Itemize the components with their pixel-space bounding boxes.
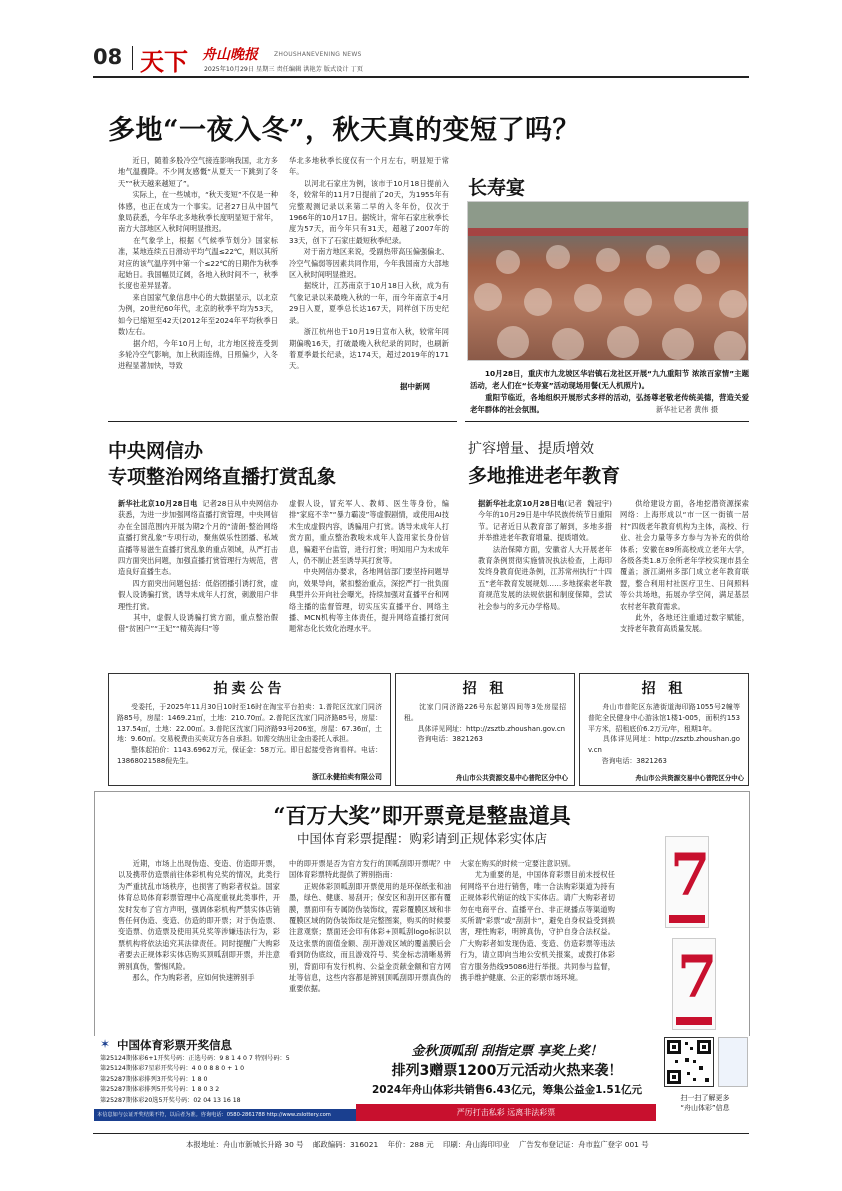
story2-column-2: 虚假人设，冒充军人、教师、医生等身份，编排“家庭不幸”“暴力霸凌”等虚假剧情，或使用AI技术生成虚假内容，诱骗用户打赏。诱导未成年人打赏方面，重点整治教唆未成年人盗用家长身份信息，骗避平台监管，进行打赏；明知用户为未成年人，仍不制止甚至诱导其打赏等。 中央网信办要求，各地网信部门要坚持问题导向，效果导向，紧扣整治重点，深挖严打一批负面典型并公开向社会曝光，持续加强对直播平台和网络主播的监督管理，切实压实直播平台、网络主播、MCN机构等主体责任，提升网络直播打赏问题常态化长效化治理水平。	[289, 499, 449, 634]
story2-column-1-text: 记者28日从中央网信办获悉，为进一步加强网络直播打赏管理，中央网信办在全国范围内开展为期2个月的“清朗·整治网络直播打赏乱象”专项行动，聚焦娱乐性团播、私域直播等易滋生直播打赏乱象的重点领域，从严打击四方面突出问题，加强直播打赏管理行为规范，营造良好直播生态。 四方面突出问题包括：低俗团播引诱打赏，虚假人设诱骗打赏，诱导未成年人打赏，刺激用户非理性打赏。 其中，虚假人设诱骗打赏方面，重点整治假借“贫困户”“王妃”“精英海归”等	[118, 499, 278, 634]
section-rule-right	[465, 421, 749, 422]
footer-info	[186, 1139, 746, 1150]
lottery-mascot-image	[718, 1037, 748, 1087]
story3-column-1	[478, 498, 612, 668]
auction-body: 受委托，于2025年11月30日10时至16时在淘宝平台拍卖：1.普陀区沈家门同济路85号，房屋：1469.21㎡，土地：210.70㎡。2.普陀区沈家门同济路85号，房屋：137.54㎡，土地：22.00㎡。3.普陀区沈家门同济路93号206室，房屋：67.36㎡，土地：9.60㎡。交易税费由买卖双方各自承担。如需交纳出让金由委托人承担。 整体起拍价：1143.6962万元，保证金：58万元。即日起接受咨询看样。电话：13868021588倪先生。	[117, 703, 382, 765]
lottery-result-row: 第25287期体彩排列3开奖号码：1 8 0	[100, 1075, 208, 1083]
lottery-slogan: 金秋顶呱刮 刮指定票 享奖上奖！	[411, 1044, 603, 1059]
lottery-logo-icon: ✶	[100, 1037, 111, 1051]
ticket-digit-1: 7	[670, 841, 711, 909]
lottery-qr-caption	[660, 1093, 750, 1113]
rent1-body: 沈家门同济路226号东起第四间等3处房屋招租。 具体详见网址：http://zsztb.zhoushan.gov.cn 咨询电话：3821263	[404, 703, 566, 744]
lottery-result-row: 第25287期体彩20选5开奖号码：02 04 13 16 18	[100, 1096, 241, 1104]
rent2-signature: 舟山市公共资源交易中心普陀区分中心	[635, 774, 744, 782]
lottery-ticket-sample-2	[672, 938, 716, 1030]
lottery-subhead: 中国体育彩票提醒：购彩请到正规体彩实体店	[296, 831, 547, 846]
lottery-column-1: 近期，市场上出现伪造、变造、仿造即开票，以及携带仿造票前往体彩机构兑奖的情况，此类行为严重扰乱市场秩序，也损害了购彩者权益。国家体育总局体育彩票管理中心高度重视此类事件，开发时发布了官方声明，强调体彩机构严禁实体店销售任何伪造、变造、仿造的即开票；对于伪造票、变造票、仿造票及使用其兑奖等涉嫌违法行为，彩票机构将依法追究其法律责任。同时提醒广大购彩者要去正规体彩实体店购买顶呱刮即开票，并注意辨别真伪，警惕风险。 那么，作为购彩者，应如何快速辨别手	[118, 859, 280, 983]
footer-address: 本报地址：舟山市新城长升路 30 号	[186, 1140, 304, 1149]
banquet-crowd-graphic	[468, 202, 749, 361]
ticket-band-1	[669, 915, 705, 923]
photo-credit: 新华社记者 黄伟 摄	[656, 405, 719, 414]
photo-caption: 10月28日，重庆市九龙坡区华岩镇石龙社区开展“九九重阳节 浓浓百家情”主题活动，老人们在“长寿宴”活动现场用餐(无人机照片)。 重阳节临近，各地组织开展形式多样的活动，弘扬尊老敬老传统美德，营造关爱老年群体的社会氛围。	[470, 369, 749, 414]
footer-postcode: 邮政编码：316021	[312, 1140, 379, 1149]
longevity-banquet-photo	[467, 201, 749, 361]
story2-headline-line1: 中央网信办	[108, 440, 204, 462]
lottery-result-row: 第25287期体彩排列5开奖号码：1 8 0 3 2	[100, 1086, 220, 1094]
lottery-result-row: 第25124期体彩6+1开奖号码：正选号码：9 8 1 4 0 7 特别号码：5	[100, 1055, 290, 1062]
story2-dateline: 新华社北京10月28日电	[118, 499, 198, 508]
auction-title: 拍卖公告	[213, 681, 286, 697]
page-number: 08	[93, 45, 123, 69]
newspaper-brand-en: ZHOUSHANEVENING NEWS	[274, 51, 362, 58]
lottery-column-2: 中的即开票是否为官方发行的顶呱刮即开票呢？中国体育彩票特此提供了辨别指南： 正规体彩顶呱刮即开票使用的是环保纸张和油墨，绿色、健康、易刮开；保安区和刮开区都有覆膜，票面印有专属防伪装饰纹，霓彩覆膜区域和非覆膜区域的防伪装饰纹是完整图案，购买的时候要注意观察；票面还会印有体彩+顶呱刮logo标识以及这张票的面值金额、刮开游戏区域的覆盖膜后会看到防伪底纹，而且游戏符号、奖金标志清晰易辨别，背面印有发行机构、公益金贡献金额和官方网址等信息，这些内容都是辨别顶呱刮即开票真伪的重要依据。	[289, 859, 451, 994]
building-backdrop	[468, 202, 749, 228]
rent-notice-2	[579, 673, 749, 786]
ticket-digit-2: 7	[677, 943, 718, 1011]
lottery-results-list	[100, 1054, 352, 1106]
footer-price: 年价：288 元	[387, 1140, 434, 1149]
rent1-title: 招 租	[462, 681, 508, 697]
section-title: 天下	[140, 47, 188, 76]
auction-signature: 浙江永健拍卖有限公司	[312, 773, 382, 781]
qr-caption-line-2: “舟山体彩”信息	[680, 1104, 730, 1112]
rent-notice-1	[395, 673, 575, 786]
story1-column-2: 华北多地秋季长度仅有一个月左右，明显短于常年。 以河北石家庄为例，该市于10月18日提前入冬，较常年的11月7日提前了20天，为1955年有完整观测记录以来第二早的入冬年份，仅次于1966年的10月17日。据统计，常年石家庄秋季长度为57天，而今年只有31天，超越了2007年的33天，创下了石家庄最短秋季纪录。 对于南方地区来说，受副热带高压偏强偏北、冷空气偏弱等因素共同作用，今年我国南方大部地区入秋时间明显推迟。 据统计，江苏南京于10月18日入秋，成为有气象记录以来最晚入秋的一年，而今年南京于4月29日入夏，夏季总长达167天，同样创下历史纪录。 浙江杭州也于10月19日宣布入秋，较常年同期偏晚16天，打破最晚入秋纪录的同时，也刷新着夏季最长纪录，达174天，超过2019年的171天。	[289, 156, 449, 371]
photo-story-title: 长寿宴	[468, 177, 526, 199]
lottery-ticket-sample-1	[665, 836, 709, 928]
story1-headline: 多地“一夜入冬”，秋天真的变短了吗？	[108, 115, 581, 146]
story3-column-2: 供给建设方面，各地挖潜资源探索网络：上海形成以“市一区一街镇一居村”四级老年教育机构为主体，高校、行业、社会力量等多方参与为补充的供给体系；安徽在89所高校成立老年大学，各级各类1.8万余所老年学校实现市县全覆盖；浙江湖州多部门成立老年教育联盟，整合利用村社医疗卫生、日间照料等公共场地，拓展办学空间，满足基层农村老年教育需求。 此外，各地还注重通过数字赋能，支持老年教育高质量发展。	[620, 499, 749, 634]
lottery-result-row: 第25124期体彩7星彩开奖号码：4 0 0 8 8 0 + 1 0	[100, 1065, 245, 1073]
lottery-column-3: 大家在购买的时候一定要注意识别。 尤为重要的是，中国体育彩票目前未授权任何网络平台进行销售，唯一合法购彩渠道为持有正规体彩代销证的线下实体店。请广大购彩者切勿在电商平台、直播平台、非正规播点等渠道购买所谓“彩票”或“刮刮卡”，避免自身权益受到损害，理性购彩，明辨真伪，守护自身合法权益。广大购彩者如发现伪造、变造、仿造彩票等违法行为，请立即向当地公安机关报案，或拨打体彩官方服务热线95086进行举报。共同参与监督，携手维护健康、公正的彩票市场环境。	[460, 859, 615, 983]
lottery-promo: 排列3赠票1200万元活动火热来袭！	[391, 1063, 623, 1079]
story3-column-1-text: (记者 魏冠宇)今年的10月29日是中华民族传统节日重阳节。记者近日从教育部了解到，多地多措并举推进老年教育增量、提质增效。 法治保障方面，安徽省人大开展老年教育条例贯彻实施情况执法检查，上海印发终身教育促进条例，江苏常州执行“十四五”老年教育发展规划……多地探索老年教育规范发展的法规依据和制度保障，尝试社会参与的多元办学格局。	[478, 499, 612, 611]
qr-caption-line-1: 扫一扫了解更多	[680, 1094, 730, 1102]
ticket-band-2	[676, 1017, 712, 1025]
lottery-qr-code	[664, 1037, 714, 1087]
story1-column-1: 近日，随着多股冷空气接连影响我国，北方多地气温骤降。不少网友感慨“从夏天一下跳到了冬天”“秋天越来越短了”。 实际上，在一些城市，“秋天变短”不仅是一种体感，也正在成为一个事实。记者27日从中国气象局获悉，今年华北多地秋季长度明显短于常年，南方大部地区入秋时间明显推迟。 在气象学上，根据《气候季节划分》国家标准，某地连续五日滑动平均气温≤22℃，则以其所对应的该气温序列中第一个≤22℃的日期作为秋季起始日。我国幅员辽阔，各地入秋时间不一，秋季长度也差异显著。 来自国家气象信息中心的大数据显示，以北京为例，20世纪60年代，北京的秋季平均为53天，如今已缩短至42天(2012年至2024年平均秋季日数)左右。 据介绍，今年10月上旬，北方地区接连受到多轮冷空气影响，加上秋雨连绵，日照偏少，入冬进程显著加快，导致	[118, 156, 278, 371]
lottery-disclaimer: 本信息如与公证开奖结果不符，以后者为准。咨询电话：0580-2861788 http://www.zslottery.com	[94, 1109, 356, 1121]
lottery-headline: “百万大奖”即开票竟是整蛊道具	[273, 803, 571, 828]
lottery-stats: 2024年舟山体彩共销售6.43亿元，筹集公益金1.51亿元	[371, 1084, 643, 1096]
masthead-rule	[93, 76, 749, 78]
banner-strip	[468, 228, 749, 236]
story1-credit: 据中新网	[400, 382, 430, 391]
section-rule-left	[108, 421, 457, 422]
newspaper-brand: 舟山晚报	[202, 47, 258, 63]
footer-license: 广告发布登记证：舟市监广登字 001 号	[518, 1140, 649, 1149]
tables-pattern	[474, 245, 747, 361]
story3-headline: 多地推进老年教育	[468, 465, 621, 487]
qr-pattern	[665, 1038, 713, 1086]
lottery-ad-brand: 中国体育彩票开奖信息	[117, 1038, 232, 1052]
story2-column-1	[118, 498, 278, 668]
rent1-signature: 舟山市公共资源交易中心普陀区分中心	[455, 774, 568, 782]
rent2-body: 舟山市普陀区东港街道海印路1055号2幢等普陀全民健身中心游泳馆1楼1-005，面积约153平方米，招租底价6.2万元/年，租期1年。 具体详见网址：http://zsztb.zhoushan.gov.cn 咨询电话：3821263	[588, 703, 740, 765]
story3-kicker: 扩容增量、提质增效	[468, 441, 594, 457]
story3-dateline: 据新华社北京10月28日电	[478, 499, 565, 508]
lottery-footer-band: 严厉打击私彩 远离非法彩票	[356, 1104, 656, 1121]
footer-printer: 印刷：舟山海印印业	[443, 1140, 510, 1149]
story2-headline-line2: 专项整治网络直播打赏乱象	[108, 466, 337, 488]
dateline: 2025年10月29日 星期三 责任编辑 洪艳芳 版式设计 丁页	[204, 66, 363, 73]
rent2-title: 招 租	[641, 681, 687, 697]
footer-rule	[93, 1133, 749, 1134]
auction-notice	[108, 673, 391, 786]
masthead-divider	[132, 46, 133, 70]
